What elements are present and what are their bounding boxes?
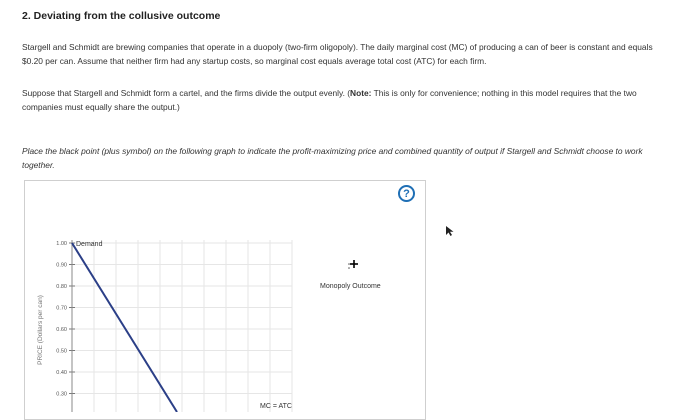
monopoly-outcome-label: Monopoly Outcome	[320, 283, 381, 290]
help-button[interactable]: ?	[398, 185, 415, 202]
y-tick-label: 0.90	[56, 262, 67, 269]
y-tick-label: 0.30	[56, 391, 67, 398]
demand-curve	[72, 243, 177, 412]
mouse-pointer-icon	[445, 225, 455, 237]
question-heading: 2. Deviating from the collusive outcome	[22, 10, 221, 22]
y-tick-label: 1.00	[56, 241, 67, 247]
y-tick-label: 0.40	[56, 370, 67, 376]
y-tick-label: 0.60	[56, 327, 67, 333]
intro-paragraph: Stargell and Schmidt are brewing companies that operate in a duopoly (two-firm oligopoly). The daily marginal cost (MC) of producing a can of beer is constant and equals $0.20 per can. Assume that neither firm had any startup costs, so marginal cost equals average total cost (ATC) for each firm.	[22, 42, 653, 66]
instruction-text: Place the black point (plus symbol) on the following graph to indicate the profit-maximizing price and combined quantity of output if Stargell and Schmidt choose to work together.	[22, 146, 643, 170]
cartel-text: Suppose that Stargell and Schmidt form a cartel, and the firms divide the output evenly. (	[22, 88, 351, 98]
y-tick-label: 0.50	[56, 348, 67, 355]
demand-label: Demand	[76, 241, 103, 248]
note-label: Note:	[350, 88, 372, 98]
mc-atc-label: MC = ATC	[260, 403, 292, 410]
graph-grid	[72, 240, 292, 412]
monopoly-outcome-point[interactable]	[348, 260, 358, 269]
cartel-paragraph	[22, 86, 662, 114]
note-text: This is only for convenience; nothing in this model requires that the two companies must equally share the output.)	[22, 88, 637, 112]
y-axis-title: PRICE (Dollars per can)	[37, 295, 44, 365]
demand-graph[interactable]	[24, 180, 426, 412]
y-tick-label: 0.80	[56, 284, 67, 290]
y-tick-label: 0.70	[56, 305, 67, 312]
